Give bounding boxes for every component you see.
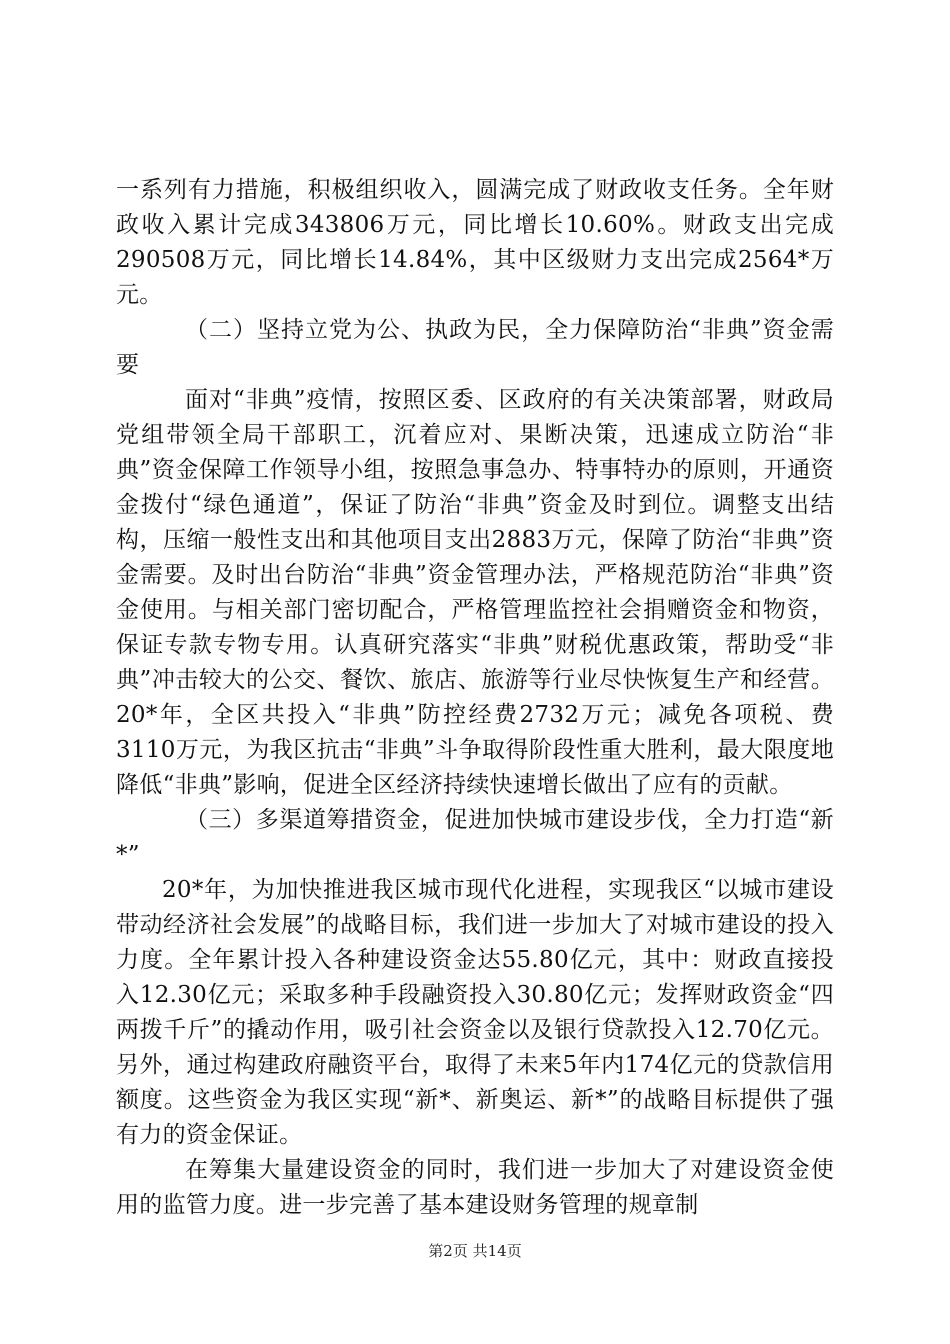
paragraph-fund-supervision: 在筹集大量建设资金的同时，我们进一步加大了对建设资金使用的监管力度。进一步完善了基本建设财务管理的规章制 <box>116 1157 834 1218</box>
paragraph-revenue-summary: 一系列有力措施，积极组织收入，圆满完成了财政收支任务。全年财政收入累计完成343806万元，同比增长10.60%。财政支出完成290508万元，同比增长14.84%，其中区级财力支出完成2564*万元。 <box>116 177 834 308</box>
document-body <box>116 173 834 1223</box>
section-heading-sars-funding: （二）坚持立党为公、执政为民，全力保障防治“非典”资金需要 <box>116 317 834 378</box>
paragraph-sars-measures: 面对“非典”疫情，按照区委、区政府的有关决策部署，财政局党组带领全局干部职工，沉着应对、果断决策，迅速成立防治“非典”资金保障工作领导小组，按照急事急办、特事特办的原则，开通资金拨付“绿色通道”，保证了防治“非典”资金及时到位。调整支出结构，压缩一般性支出和其他项目支出2883万元，保障了防治“非典”资金需要。及时出台防治“非典”资金管理办法，严格规范防治“非典”资金使用。与相关部门密切配合，严格管理监控社会捐赠资金和物资，保证专款专物专用。认真研究落实“非典”财税优惠政策，帮助受“非典”冲击较大的公交、餐饮、旅店、旅游等行业尽快恢复生产和经营。20*年，全区共投入“非典”防控经费2732万元；减免各项税、费3110万元，为我区抗击“非典”斗争取得阶段性重大胜利，最大限度地降低“非典”影响，促进全区经济持续快速增长做出了应有的贡献。 <box>116 387 834 798</box>
page-number-footer: 第2页 共14页 <box>428 1242 522 1260</box>
paragraph-construction-investment: 20*年，为加快推进我区城市现代化进程，实现我区“以城市建设带动经济社会发展”的战略目标，我们进一步加大了对城市建设的投入力度。全年累计投入各种建设资金达55.80亿元，其中：财政直接投入12.30亿元；采取多种手段融资投入30.80亿元；发挥财政资金“四两拨千斤”的撬动作用，吸引社会资金以及银行贷款投入12.70亿元。另外，通过构建政府融资平台，取得了未来5年内174亿元的贷款信用额度。这些资金为我区实现“新*、新奥运、新*”的战略目标提供了强有力的资金保证。 <box>116 877 834 1148</box>
section-heading-urban-construction: （三）多渠道筹措资金，促进加快城市建设步伐，全力打造“新*” <box>116 807 834 868</box>
